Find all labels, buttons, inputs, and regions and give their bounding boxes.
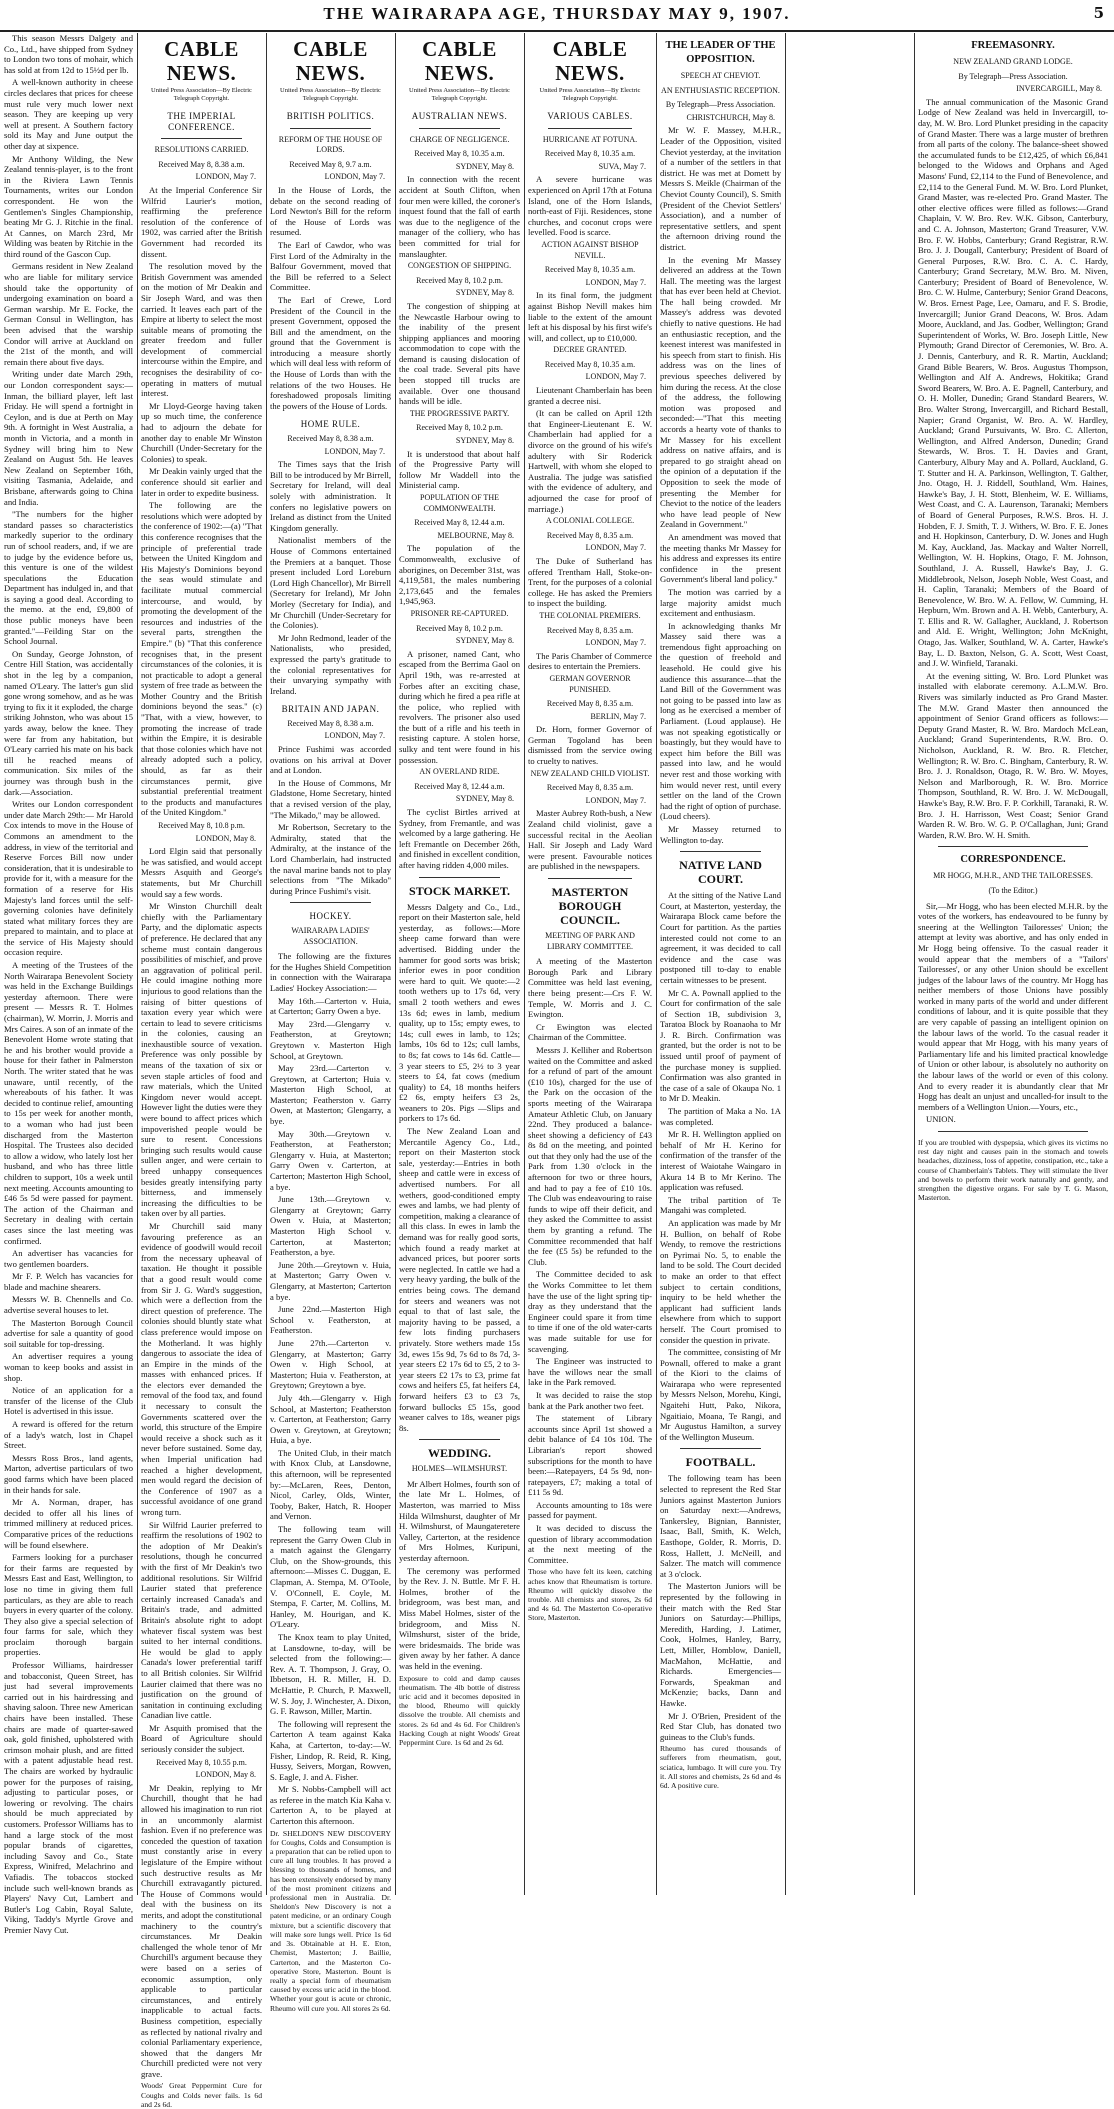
paragraph: Writing under date March 29th, our London correspondent says:— Inman, the billiard player, left last Friday. He will spend a fortnight in Ceylon, and is due at Perth on May 9th. A fortnight in West Australia, a month in Victoria, and a month in Sydney will bring him to New Zealand on August 5th. He leaves New Zealand on September 16th, visiting Tasmania, Adelaide, and Brisbane, afterwards going to China and India. (4, 369, 133, 507)
separator (419, 1439, 500, 1440)
paragraph: At the evening sitting, W. Bro. Lord Plunket was installed with elaborate ceremony. A.L.M.W. Bro. Rivers was similarly inducted as Pro Grand Master. The M.W. Grand Master then announced the appointment of Senior Grand officers as follows:—Deputy Grand Master, R. W. Bro. Mardoch McLean, Auckland; Grand Superintendents, R.W. Bro. O. Nicholson, Auckland, R. W. Bro. R. Fletcher, Wellington; R. W. Bro. C. Bingham, Canterbury, R. W. Bro. J. J. Ronaldson, Otago, R. W. Bro. W. Moyes, Nelson and Marlborough, R. W. Bro. Morrice Thompson, Southland, R. W. Bro. J. W. McDougall, Hawke's Bay, R.W. Bro. F. P. Corkhill, Taranaki, R. W. Bro. J. H. Harrisson, West Coast; Senior Grand Warden R. W. Bro. W. G. P. O'Callaghan, Juni; Grand Warden, R.W. Bro. W. H. Smith. (918, 670, 1108, 840)
paragraph: The annual communication of the Masonic Grand Lodge of New Zealand was held in Invercargill, to-day, M. W. Bro. Lord Plunket presiding in the capacity of Grand Master. There was a large muster of brethren from all parts of the colony. The balance-sheet showed the accumulated funds to be £12,425, of which £6,841 belonged to the Widows and Orphans and Aged Masons' Fund, £2,114 to the Fund of Benevolence, and £2,114 to the General Fund. M. W. Bro. Lord Plunket, Grand Master, was re-elected Pro. Grand Master. The other elective offices were filled as follows:—Grand Chaplain, V. W. Bro. Rev. W.K. Gibson, Canterbury, and C. A. Johnson, Masterton; Grand Treasurer, V.W. Bro. F. W. Hobbs, Canterbury; Grand Registrar, R.W. Bro. J. J. Dougall, Canterbury; President of Board of General Purposes, R.W. Bro. C. A. C. Hardy, Canterbury; Grand Secretary, M.W. Bro. M. Niven, Canterbury; President of Board of Benevolence, W. Bro. C. W. Hulme, Canterbury; Senior Grand Deacons, W. Bros. Ernest Page, Lee, Oamaru, and F. S. Brodie, Invercargill; Junior Grand Deacons, W. Bros. Adam Moore, Auckland, and Jas. Godber, Wellington; Grand Superintendent of Works, W. Bro. Joseph Little, New Plymouth; Grand Director of Ceremonies, W. Bro. A. J. Dennis, Canterbury, and R. R. Martin, Auckland; Grand Bible Bearers, W. Bros. Augustus Thompson, Wellington and Alf A. Andrews, Hokitika; Grand Sword Bearers, W. Bro. A. E. Pagnell, Canterbury, and O. H. Moller, Dunedin; Grand Standard Bearers, W. Bro. Walter Strong, Invercargill, and Richard Bestall, Napier; Grand Organist, W. Bro. A. W. Hardley, Auckland; Grand Pursuivants, W. Bro. C. Allerton, Wellington, and Alfred Anderson, Dunedin; Grand Stewards, W. Bros. T. H. Davies and Grant, Canterbury, Albury May and A. Pollard, Auckland, G. T. Stutter and H. A. Parkinson, Wellington, T. Galther, Jno. Otago, H. J. Riddell, Southland, Wm. Haines, Hawke's Bay, J. H. Stott, Blenheim, W. E. Williams, West Coast, and C. A. Laurenson, Taranaki; Members of Board of General Purposes, R.W.S. Bros. H. J. Hobden, F. J. Smith, T. J. Withers, W. Bro. F. E. Jones and H. Hopkinson, Canterbury, D. W. Jones and Hugh M. Kay, Auckland, Jas. Mackay and Walter Norrell, Wellington, W. H. Hopkins, Otago, F. M. Johnson, Southland, J. A. Russell, Hawke's Bay, J. G. Middlebrook, Nelson, Joseph Noble, West Coast, and H. Caplin, Taranaki; Members of the Board of Benevolence, W. Bro. W. A. Fellow, W. Cumming, H. Hepburn, Wm. Brown and A. H. Webb, Canterbury, A. T. Ellis and R. W. Gallagher, Auckland, J. Robertson and Ald. E. Wright, Wellington; John McKnight, Otago, Jas. Walker, Southland, W. A. Carter, Hawke's Bay, L. D. Baxton, Nelson, G. A. Scott, West Coast, and J. W. Winfield, Taranaki. (918, 96, 1108, 669)
paragraph: "The numbers for the higher standard passes so characteristics markedly superior to the ordinary run of school readers, and, if we are to judge by the evidence before us, this venture is one of the wildest speculations the Education Department has indulged in, and that is saying a good deal. According to the memo. at the end, £9,800 of those public moneys have been granted."—Feilding Star on the School Journal. (4, 509, 133, 647)
paragraph: Professor Williams, hairdresser and tobacconist, Queen Street, has just had several improvements carried out in his hairdressing and shaving saloon. Three new American chairs have been installed. These chairs are made of quarter-sawed oak, gold finished, upholstered with crimson mohair plush, and are fitted with a patent adjustable head rest. The chairs are worked by hydraulic power for the purposes of raising, adjusting to particular poses, or lowering or revolving. The chairs should be much appreciated by customers. Professor Williams has to hand a large stock of the most popular brands of cigarettes, including Savoy and Co., State Express, Winifred, Melachrino and Vafiadis. The tobaccos stocked include such well-known brands as Players' Navy Cut, Lambert and Butler's Log Cabin, Royal Salute, Viking, Taddy's Myrtle Grove and Premier Navy Cut. (4, 1660, 133, 1935)
paragraph: The following team will represent the Garry Owen Club in a match against the Glengarry Club, on the Show-grounds, this afternoon:—Misses C. Duggan, E. Clapman, A. Stempa, M. O'Toole, V. O'Connell, E. Coyle, M. Stempa, F. Carter, M. Collins, M. Hanley, M. Hourigan, and K. O'Leary. (270, 1524, 391, 1630)
dateline: LONDON, May 8. (195, 1770, 256, 1780)
dateline: CHRISTCHURCH, May 8. (686, 112, 775, 122)
received-date: Received May 8, 10.2 p.m. (416, 623, 503, 633)
article-body (399, 543, 520, 607)
paragraph: Mr A. Norman, draper, has decided to offer all his lines of trimmed millinery at reduced prices. Comparative prices of the reductions will be found elsewhere. (4, 1497, 133, 1550)
article-body (660, 890, 781, 1442)
article-body (918, 901, 1108, 1125)
paragraph: Mr J. O'Brien, President of the Red Star Club, has donated two guineas to the Club's funds. (660, 1710, 781, 1742)
masthead (0, 0, 1114, 32)
paragraph: The Earl of Crewe, Lord President of the Council in the present Government, opposed the Bill and the amendment, on the ground that the Government is introducing a measure shortly which will deal less with reform of the House of Lords than with the relations of the two Houses. He foreshadowed proposals limiting the powers of the House of Lords. (270, 294, 391, 411)
paragraph: An application was made by Mr H. Bullion, on behalf of Robe Wendy, to remove the restrictions on Pyrimai No. 5, to enable the land to be sold. The Court decided to make an order to that effect subject to certain conditions, inquiry to be held whether the applicant had sufficient lands elsewhere from which to support herself. The Court promised to consider the question in private. (660, 1217, 781, 1345)
paragraph: Mr Albert Holmes, fourth son of the late Mr L. Holmes, of Masterton, was married to Miss Hilda Wilmshurst, daughter of Mr H. Wilmshurst, of Maungateretere Valley, Carterton, at the residence of Mrs Holmes, Kuripuni, yesterday afternoon. (399, 1478, 520, 1564)
dateline: LONDON, May 7. (585, 277, 646, 287)
paragraph: Messrs Dalgety and Co., Ltd., report on their Masterton sale, held yesterday, as follows:—More sheep came forward than were advertised. Bidding under the hammer for good sorts was brisk; inferior ewes in poor condition were hard to quit. We quote:—2 tooth wethers up to 17s 6d, very small 2 tooth wethers and ewes 13s 6d; ewes in lamb, medium quality, up to 15s; empty ewes, to 14s; cull ewes in lamb, to 12s; lambs, 10s 6d to 12s; cull lambs, to 8s; fat cows to 14s 6d. Cattle—3 year steers to £5, 2½ to 3 year steers to £4, fat cows (medium quality) to £4, 18 months heifers £2 6s, empty heifers £3 2s, weaners to 20s. Pigs —Slips and porkers to 17s 6d. (399, 901, 520, 1124)
paragraph: In its final form, the judgment against Bishop Nevill makes him liable to the extent of the amount left at his disposal by his first wife's will, and collect, up to £10,000. (528, 290, 652, 343)
paragraph: Mr Deakin vainly urged that the conference should sit earlier and later in order to expedite business. (141, 466, 262, 498)
article-body (270, 459, 391, 696)
dateline: LONDON, May 8. (195, 833, 256, 843)
dateline: INVERCARGILL, May 8. (1016, 84, 1102, 94)
sub-heading: POPULATION OF THE COMMONWEALTH. (420, 493, 499, 513)
paragraph: A prisoner, named Cant, who escaped from the Berrima Gaol on April 19th, was re-arrested at Forbes after an exciting chase, during which he fired a pea rifle at the police, who replied with revolvers. The prisoner also used the butt of a rifle and his teeth in resisting capture. A stolen horse, sulky and tent were found in his possession. (399, 648, 520, 765)
advertisement: Dr. SHELDON'S NEW DISCOVERY for Coughs, Colds and Consumption is a preparation that can be relied upon to cure all lung troubles. It has proved a blessing to thousands of homes, and has been extensively endorsed by many of the most prominent citizens and professional men in Australia. Dr. Sheldon's New Discovery is not a patent medicine, or an ordinary Cough mixture, but a scientific discovery that will make sore lungs well. Price 1s 6d and 3s. Obtainable at H. E. Eton, Chemist, Masterton; J. Baillie, Carterton, and the Masterton Co-operative Store, Masterton. Bount is really a special form of rheumatism caused by excess uric acid in the blood. Whether your gout is acute or chronic, Rheumo will cure you. All stores 2s 6d. (270, 1828, 391, 2013)
received-date: Received May 8, 10.35 a.m. (544, 265, 636, 275)
paragraph: In the House of Commons, Mr Gladstone, Home Secretary, hinted that a revised version of the play, "The Mikado," may be allowed. (270, 777, 391, 820)
sub-heading: MR HOGG, M.H.R., AND THE TAILORESSES. (933, 871, 1093, 881)
section-heading: HOCKEY. (309, 911, 352, 922)
paragraph: The Engineer was instructed to have the willows near the small lake in the Park removed. (528, 1356, 652, 1388)
advertisement: Those who have felt its keen, catching aches know that Rheumatism is torture. Rheumo will quickly dissolve the trouble. All chemists and stores, 2s 6d and 4s 6d. The Masterton Co-operative Store, Masterton. (528, 1567, 652, 1623)
received-date: Received May 8, 8.35 a.m. (546, 530, 634, 540)
paragraph: Mr S. Nobbs-Campbell will act as referee in the match Kia Kaha v. Carterton A, to be played at Carterton this afternoon. (270, 1784, 391, 1827)
paragraph: Dr. Horn, former Governor of German Togoland has been dismissed from the service owing to cruelty to natives. (528, 724, 652, 767)
paragraph: In connection with the recent accident at South Clifton, when four men were killed, the coroner's inquest found that the fall of earth was due to the negligence of the manager of the colliery, who has been committed for trial for manslaughter. (399, 174, 520, 259)
dateline: LONDON, May 7. (585, 638, 646, 648)
section-heading: BRITAIN AND JAPAN. (281, 704, 380, 715)
article-body (528, 556, 652, 609)
newspaper-title: THE WAIRARAPA AGE, THURSDAY MAY 9, 1907. (323, 4, 791, 23)
sub-heading: NEW ZEALAND GRAND LODGE. (953, 57, 1073, 66)
paragraph: The cyclist Birtles arrived at Sydney, from Fremantle, and was welcomed by a large gathering. He left Fremantle on December 26th, and finished in excellent condition, after having ridden 4,000 miles. (399, 807, 520, 870)
column-rule (524, 33, 525, 1895)
paragraph: At the Imperial Conference Sir Wilfrid Laurier's motion, reaffirming the preference resolution of the conference of 1902, was carried after the British Government had recorded its dissent. (141, 184, 262, 259)
column-rule (914, 33, 915, 1895)
paragraph: June 13th.—Greytown v. Glengarry at Greytown; Garry Owen v. Huia, at Masterton; Masterton High School v. Carterton, at Masterton; Featherston, a bye. (270, 1194, 391, 1258)
section-heading: STOCK MARKET. (409, 883, 510, 898)
paragraph: The Committee decided to ask the Works Committee to let them have the use of the light spring tip-dray as they understand that the Engineer could spare it from time to time if one of the old water-carts was made suitable for use for scavenging. (528, 1269, 652, 1354)
paragraph: May 16th.—Carterton v. Huia, at Carterton; Garry Owen a bye. (270, 995, 391, 1017)
dateline: LONDON, May 7. (585, 543, 646, 553)
section-heading: VARIOUS CABLES. (547, 111, 633, 121)
paragraph: July 4th.—Glengarry v. High School, at Masterton; Featherston v. Carterton, at Featherston; Garry Owen v. Greytown, at Greytown; Huia, a bye. (270, 1392, 391, 1446)
paragraph: Mr Lloyd-George having taken up so much time, the conference had to adjourn the debate for another day to enable Mr Winston Churchill (Under-Secretary for the Colonies) to speak. (141, 400, 262, 464)
paragraph: Master Aubrey Roth-bush, a New Zealand child violinist, gave a successful recital in the Aeolian Hall. Sir Joseph and Lady Ward were present. Favourable notices are published in the newspapers. (528, 808, 652, 872)
paragraph: This season Messrs Dalgety and Co., Ltd., have shipped from Sydney to London two tons of mohair, which has sold at from 12d to 15½d per lb. (4, 33, 133, 75)
sub-heading: NEW ZEALAND CHILD VIOLIST. (530, 768, 650, 778)
paragraph: The Masterton Borough Council advertise for sale a quantity of good soil suitable for top-dressing. (4, 1317, 133, 1349)
section-heading: THE IMPERIAL CONFERENCE. (167, 111, 236, 132)
paragraph: Farmers looking for a purchaser for their farms are requested by Messrs East and East, Wellington, to lose no time in giving them full particulars, as they are able to reach buyers in every quarter of the colony. They also give a special selection of four farms for sale, which they proclaim thorough bargain properties. (4, 1552, 133, 1658)
sub-heading: HURRICANE AT FOTUNA. (542, 134, 638, 144)
section-heading: NATIVE LAND COURT. (679, 858, 762, 887)
received-date: Received May 8, 8.35 a.m. (546, 625, 634, 635)
paragraph: In the House of Lords, the debate on the second reading of Lord Newton's Bill for the reform of the House of Lords was resumed. (270, 184, 391, 238)
dateline: LONDON, May 7. (324, 446, 385, 456)
paragraph: An advertiser requires a young woman to keep books and assist in shop. (4, 1351, 133, 1383)
paragraph: May 23rd.—Glengarry v. Featherston, at Greytown; Greytown v. Masterton High School, at Greytown. (270, 1018, 391, 1061)
advertisement: Exposure to cold and damp causes rheumatism. The 4lb bottle of distress uric acid and it becomes deposited in the blood, Rheumo will quickly dissolve the trouble. All chemists and stores. 2s 6d and 4s 6d. For Children's Hacking Cough at night Woods' Great Peppermint Cure. 1s 6d and 2s 6d. (399, 1673, 520, 1747)
article-body (660, 125, 781, 845)
sub-heading: SPEECH AT CHEVIOT. (680, 71, 761, 80)
paragraph: A meeting of the Masterton Borough Park and Library Committee was held last evening, there being present:—Crs F. W. Temple, W. Morris and J. C. Ewington. (528, 956, 652, 1020)
paragraph: UNION. (926, 1114, 956, 1125)
section-heading: BRITISH POLITICS. (286, 111, 375, 121)
received-date: Received May 8, 8.38 a.m. (287, 434, 374, 444)
article-body (528, 385, 652, 514)
paragraph: A reward is offered for the return of a lady's watch, lost in Chapel Street. (4, 1419, 133, 1451)
cable-news-column-2 (270, 33, 392, 2013)
received-date: Received May 8, 10.35 a.m. (414, 149, 505, 159)
paragraph: The resolution moved by the British Government was amended on the motion of Mr Deakin and Sir Joseph Ward, and was then carried. It leaves each part of the Empire at liberty to select the most suitable means of promoting the greater freedom and fuller development of commercial intercourse within the Empire, and recognises the desirability of co-operating in matters of mutual interest. (141, 261, 262, 399)
separator (419, 128, 500, 129)
paragraph: The Earl of Cawdor, who was First Lord of the Admiralty in the Balfour Government, moved that the Bill be referred to a Select Committee. (270, 239, 391, 293)
article-body (528, 956, 652, 1565)
section-heading: THE LEADER OF THE OPPOSITION. (665, 40, 776, 65)
paragraph: June 22nd.—Masterton High School v. Featherston, at Featherston. (270, 1304, 391, 1336)
paragraph: Messrs J. Kelliher and Robertson waited on the Committee and asked for a refund of part of the amount (£10 10s), charged for the use of the Park on the occasion of the sports meeting of the Wairarapa Amateur Athletic Club, on January 22nd. They produced a balance-sheet showing a deficiency of £43 8s 8d on the meeting, and pointed out that they only had the use of the Park from 1.30 o'clock in the afternoon for two or three hours, and had to pay a fee of £10 10s. The Club was endeavouring to raise funds to wipe off their deficit, and they asked the Committee to assist them by granting a refund. The Committee recommended that half the fee (£5 5s) be refunded to the Club. (528, 1044, 652, 1267)
received-date: Received May 8, 8.38 a.m. (287, 718, 374, 728)
paragraph: It was decided to raise the stop bank at the Park another two feet. (528, 1389, 652, 1411)
paragraph: Mr Massey returned to Wellington to-day. (660, 823, 781, 845)
article-body (918, 97, 1108, 841)
page-number: 5 (1093, 4, 1104, 22)
cable-news-column-4 (528, 33, 652, 1895)
paragraph: Germans resident in New Zealand who are liable for military service should take the opportunity of undergoing examination on board a German warship. Mr E. Focke, the German Consul in Wellington, has been advised that the warship Condor will arrive at Auckland on the 21st of the month, and will remain there about five days. (4, 261, 133, 367)
received-date: Received May 8, 12.44 a.m. (414, 781, 505, 791)
separator (290, 902, 371, 903)
section-heading: WEDDING. (427, 1446, 491, 1461)
paragraph: Mr Anthony Wilding, the New Zealand tennis-player, is to the front in the Riviera Lawn Tennis Tournaments, writes our London correspondent. He won the Gentlemen's Singles Championship, beating Mr G. J. Ritchie in the final. At Cannes, on March 23rd, Mr Wilding was beaten by Ritchie in the third round of the Gascon Cup. (4, 153, 133, 259)
article-body (399, 807, 520, 871)
paragraph: Lieutenant Chamberlain has been granted a decree nisi. (528, 385, 652, 406)
separator (548, 878, 632, 879)
imperial-conference-items (141, 160, 262, 2080)
paragraph: Nationalist members of the House of Commons entertained the Premiers at a banquet. Those present included Lord Loreburn (Lord High Chancellor), Mr Birrell (Secretary for Ireland), Mr John Morley (Secretary for India), and Mr Churchill (Under-Secretary for the Colonies). (270, 535, 391, 631)
paragraph: The ceremony was performed by the Rev. J. N. Buttle. Mr F. H. Holmes, brother of the bridegroom, was best man, and Miss Mabel Holmes, sister of the bridegroom, and Miss N. Wilmshurst, sister of the bride, were bridesmaids. The bride was given away by her father. A dance was held in the evening. (399, 1565, 520, 1671)
section-heading: AUSTRALIAN NEWS. (411, 111, 508, 121)
article-body (270, 185, 391, 411)
press-credit: United Press Association—By Electric Telegraph Copyright. (151, 87, 252, 102)
paragraph: The Knox team to play United, at Lansdowne, to-day, will be selected from the following:—Rev. A. T. Thompson, J. Gray, O. Ibbetson, H. R. Miller, H. D. McHattie, P. Church, P. Maxwell, W. S. Joy, J. Winchester, A. Dixon, G. F. Rawson, Miller, Martin. (270, 1631, 391, 1717)
sub-heading: A COLONIAL COLLEGE. (545, 516, 635, 526)
article-body (270, 744, 391, 896)
paragraph: At the sitting of the Native Land Court, at Masterton, yesterday, the Wairarapa Block came before the Court for partition. As the parties interested could not come to an agreement, it was decided to call evidence and the case was postponed till to-day to enable certain witnesses to be present. (660, 890, 781, 985)
paragraph: Mr Robertson, Secretary to the Admiralty, stated that the Admiralty, at the instance of the Lord Chamberlain, had instructed the naval marine bands not to play selections from "The Mikado" during Prince Fushimi's visit. (270, 822, 391, 896)
column-rule (137, 33, 138, 1895)
paragraph: An amendment was moved that the meeting thanks Mr Massey for his address and expresses its entire confidence in the present Government's liberal land policy." (660, 531, 781, 585)
section-heading: FOOTBALL. (685, 1455, 756, 1470)
paragraph: The Masterton Juniors will be represented by the following in their match with the Red Star Juniors on Saturday:—Phillips, Meredith, Harding, J. Latimer, Cook, Holmes, Hanley, Barry, Lett, Miller, Homblow, Daniell, MacMahon, McHattie, and Richards. Emergencies—Forwards, Speakman and McKenzie; backs, Dann and Hawke. (660, 1581, 781, 1708)
dateline: SYDNEY, May 8. (455, 161, 514, 171)
paragraph: The partition of Maka a No. 1A was completed. (660, 1106, 781, 1127)
dateline: BERLIN, May 7. (590, 711, 646, 721)
paragraph: The Duke of Sutherland has offered Trentham Hall, Stoke-on-Trent, for the purposes of a colonial college. He has asked the Premiers to inspect the building. (528, 555, 652, 609)
dateline: SUVA, May 7. (598, 161, 646, 171)
received-date: Received May 8, 10.8 p.m. (158, 821, 245, 830)
sub-heading: (To the Editor.) (988, 885, 1038, 895)
article-body (399, 649, 520, 766)
paragraph: On Sunday, George Johnston, of Centre Hill Station, was accidentally shot in the leg by a companion, named O'Leary. The latter's gun slid gone wrong somehow, and as he was trying to fix it it exploded, the charge striking Johnston, who was about 15 yards away, below the knee. They were far from any habitation, but O'Leary carried his mate on his back till he reached means of communication. Six miles of the journey was through bush in the dark.—Association. (4, 648, 133, 797)
paragraph: June 20th.—Greytown v. Huia, at Masterton; Garry Owen v. Glengarry, at Masterton; Carterton a bye. (270, 1259, 391, 1302)
section-heading: FREEMASONRY. (971, 40, 1055, 51)
separator (161, 138, 242, 139)
paragraph: Accounts amounting to 18s were passed for payment. (528, 1499, 652, 1521)
paragraph: It was decided to discuss the question of library accommodation at the next meeting of the Committee. (528, 1523, 652, 1565)
press-credit: United Press Association—By Electric Telegraph Copyright. (539, 87, 641, 102)
paragraph: The following are the resolutions which were adopted by the conference of 1902:—(a) "That this conference recognises that the principle of preferential trade between the United Kingdom and His Majesty's Dominions beyond the seas would stimulate and facilitate mutual commercial intercourse, and would, by promoting the development of the resources and industries of the several parts, strengthen the Empire." (b) "That this conference recognises that, in the present circumstances of the colonies, it is not practicable to adopt a general system of free trade as between the Mother Country and the British dominions beyond the seas." (c) "That, with a view, however, to promoting the increase of trade within the Empire, it is desirable that those colonies which have not already adopted such a policy, should, as far as their circumstances permit, give substantial preferential treatment to the products and manufactures of the United Kingdom." (141, 500, 262, 818)
separator (290, 128, 371, 129)
received-date: Received May 8, 10.55 p.m. (156, 1757, 247, 1767)
press-credit: By Telegraph—Press Association. (665, 100, 776, 110)
local-news-column (4, 33, 133, 1935)
sub-heading: GERMAN GOVERNOR PUNISHED. (549, 673, 631, 694)
sub-heading: MEETING OF PARK AND LIBRARY COMMITTEE. (545, 931, 635, 951)
cable-news-heading: CABLE NEWS. (552, 37, 628, 85)
paragraph: June 27th.—Carterton v. Glengarry, at Masterton; Garry Owen v. High School, at Masterton; Huia v. Featherston, at Greytown; Greytown a bye. (270, 1337, 391, 1391)
press-credit: By Telegraph—Press Association. (958, 71, 1068, 81)
dateline: SYDNEY, May 8. (455, 794, 514, 804)
sub-heading: RESOLUTIONS CARRIED. (154, 145, 249, 155)
press-credit: United Press Association—By Electric Telegraph Copyright. (280, 87, 381, 102)
paragraph: Mr John Redmond, leader of the Nationalists, who presided, expressed the party's gratitude to the colonial representatives for their unvarying sympathy with Ireland. (270, 632, 391, 696)
sub-heading: THE COLONIAL PREMIERS. (539, 610, 641, 620)
column-rule (395, 33, 396, 1895)
paragraph: The following team has been selected to represent the Red Star Juniors against Masterton Juniors on Saturday next:—Andrews, Tankersley, Bignian, Bannister, Isaac, Ball, Smith, K. Welch, Easthope, Golder, R. Morris, D. Ross, Hallett, J. McNeill, and Salzer. The match will commence at 3 o'clock. (660, 1473, 781, 1579)
sub-heading: DECREE GRANTED. (553, 345, 627, 355)
paragraph: Mr W. F. Massey, M.H.R., Leader of the Opposition, visited Cheviot yesterday, at the invitation of a number of the settlers in that district. He was met at Domett by Messrs S. Meikle (Chairman of the Cheviot County Council), S. Smith (President of the Cheviot Settlers' Association), and a number of representative settlers, and spent the afternoon driving round the district. (660, 125, 781, 252)
paragraph: May 30th.—Greytown v. Featherston, at Featherston; Glengarry v. Huia, at Masterton; Garry Owen v. Carterton, at Carterton; Masterton High School, a bye. (270, 1128, 391, 1192)
paragraph: Writes our London correspondent under date March 29th:— Mr Harold Cox intends to move in the House of Commons an amendment to the address, in view of the territorial and Reserve Forces Bill now under consideration, that it is undesirable to provide for it, with a measure for the formation of a reserve for His Majesty's land forces until the self-governing colonies have definitely stated what military forces they are prepared to maintain, and to place at the service of His Majesty should occasion require. (4, 799, 133, 958)
article-body (660, 1473, 781, 1742)
sub-heading: HOLMES—WILMSHURST. (411, 1464, 508, 1474)
advertisement: Woods' Great Peppermint Cure for Coughs and Colds never fails. 1s 6d and 2s 6d. (141, 2081, 262, 2109)
paragraph: Notice of an application for a transfer of the license of the Club Hotel is advertised in this issue. (4, 1385, 133, 1417)
article-body (528, 174, 652, 238)
sub-heading: REFORM OF THE HOUSE OF LORDS. (278, 134, 383, 155)
cable-news-heading: CABLE NEWS. (293, 37, 368, 85)
sub-heading: CONGESTION OF SHIPPING. (407, 261, 512, 271)
sub-heading: PRISONER RE-CAPTURED. (410, 608, 509, 618)
paragraph: In the evening Mr Massey delivered an address at the Town Hall. The meeting was the largest that has ever been held at Cheviot. The hall being crowded. Mr Massey's address was devoted chiefly to native questions. He had an enthusiastic reception, and the keenest interest was manifested in his speech from start to finish. His address was on the lines of previous speeches delivered by him during the recess. At the close of the address, the following motion was proposed and seconded:—"That this meeting accords a hearty vote of thanks to Mr Massey for his excellent address on native affairs, and is prepared to go straight ahead on the opinion of a deputation if the Opposition to seek the mode of presenting the Member for Cheviot to the notice of the leaders who have lead people of New Zealand in Government." (660, 254, 781, 530)
article-body (399, 1479, 520, 1672)
press-credit: United Press Association—By Electric Telegraph Copyright. (409, 87, 510, 102)
sub-heading: AN OVERLAND RIDE. (419, 767, 500, 777)
article-body (528, 290, 652, 343)
received-date: Received May 8, 10.2 p.m. (416, 275, 503, 285)
paragraph: Mr Asquith promised that the Board of Agriculture should seriously consider the subject. (141, 1722, 262, 1755)
paragraph: The committee, consisting of Mr Pownall, offered to make a grant of the Kiori to the claims of Wairarapa who were represented by Messrs Nelson, Morehu, Kingi, Ngaitehi Hutt, Pako, Nikora, Ngaitiaio, Moana, Te Rangi, and Mr Augustus Hamilton, a survey of the Wellington Museum. (660, 1347, 781, 1442)
paragraph: Messrs W. B. Chennells and Co. advertise several houses to let. (4, 1294, 133, 1316)
sub-heading: ACTION AGAINST BISHOP NEVILL. (541, 239, 639, 260)
article-body (528, 651, 652, 672)
received-date: Received May 8, 8.38 a.m. (158, 159, 245, 169)
section-heading: MASTERTON BOROUGH COUNCIL. (551, 885, 629, 927)
cable-news-column-1 (141, 33, 263, 2109)
article-body (528, 724, 652, 766)
article-body (399, 301, 520, 407)
received-date: Received May 8, 10.35 a.m. (544, 359, 636, 369)
sub-heading: AN ENTHUSIASTIC RECEPTION. (661, 85, 780, 95)
paragraph: The Paris Chamber of Commerce desires to entertain the Premiers. (528, 650, 652, 672)
paragraph: May 23rd.—Carterton v. Greytown, at Carterton; Huia v. Masterton High School, at Masterton; Featherston v. Garry Owen, at Masterton; Glengarry, a bye. (270, 1063, 391, 1127)
article-body (399, 902, 520, 1434)
dateline: LONDON, May 7. (324, 731, 385, 741)
paragraph: A severe hurricane was experienced on April 17th at Fotuna Island, one of the Horn Islands, north-east of Fiji. Residences, stone churches, and coconut crops were levelled. Food is scarce. (528, 174, 652, 238)
article-body (399, 449, 520, 491)
paragraph: The population of the Commonwealth, exclusive of aborigines, on December 31st, was 4,119,581, the males numbering 2,173,645 and the females 1,945,963. (399, 543, 520, 607)
paragraph: The New Zealand Loan and Mercantile Agency Co., Ltd., report on their Masterton stock sale, yesterday:—Entries in both sheep and cattle were in excess of advertised numbers. For all wethers, good-conditioned empty ewes and lambs, we had plenty of competition, making a clearance of all this class. In ewes in lamb the demand was for really good sorts, which found a ready market at advanced prices, but poorer sorts were neglected. In cattle we had a very heavy yarding, the bulk of the entries being cows. The demand for steers and weaners was not equal to that of last sale, the majority having to be passed, a few lots finding purchasers privately. Store wethers made 15s 3d, ewes 15s 9d, 7s 6d to 8s 7d, 3-year steers £2 17s 6d to £5, 2 to 3-year steers £2 17s to £3, prime fat cows and heifers £5, fat heifers £4, forward heifers £3 to £3 7s, forward bullocks £5 15s, good weaner calves to 18s, weaner pigs 8s. (399, 1126, 520, 1433)
dateline: SYDNEY, May 8. (455, 436, 514, 446)
column-rule (266, 33, 267, 1895)
paragraph: The Times says that the Irish Bill to be introduced by Mr Birrell, Secretary for Ireland, will deal solely with administration. It confers no legislative powers on Ireland as distinct from the United Kingdom generally. (270, 459, 392, 533)
received-date: Received May 8, 10.35 a.m. (544, 149, 636, 159)
paragraph: Sir Wilfrid Laurier preferred to reaffirm the resolutions of 1902 to the adoption of Mr Deakin's resolutions, though he concurred with the first of Mr Deakin's two additional resolutions. Sir Wilfrid Laurier stated that preference certainly increased Canada's and Britain's trade, and admitted Britain's absolute right to adopt whatever fiscal system was best suited to her internal conditions. He would be glad to apply Canada's lower preferential tariff to all British colonies. Sir Wilfrid Laurier claimed that there was no justification on the ground of sanitation in continuing excluding Canadian live cattle. (141, 1519, 262, 1721)
paragraph: Mr Churchill said many favouring preference as an evidence of goodwill would recoil from the necessary upheaval of taxation. He thought it possible that a good result would come from Sir J. G. Ward's suggestion, which were a deflection from the direct question of preference. The colonies should bluntly state what class preference would impose on the Motherland. It was highly dangerous to associate the idea of an Empire in the minds of the masses with enhanced prices. If the electors ever demanded the removal of the food tax, and found it necessary to consult the Governments scattered over the world, this structure of the Empire would receive a shock such as it never before sustained. Some day, when Imperial unification had reached a higher development, men would regard the decision of the Conference of 1907 as a successful avoidance of one grand wrong turn. (141, 1220, 262, 1517)
paragraph: Mr C. A. Pownall applied to the Court for confirmation of the sale of Section 1B, subdivision 3, Taratoa Block by Roanaoha to Mr J. R. Birch. Confirmation was granted, but the order is not to be issued until proof of payment of the purchase money is supplied. Confirmation was also granted in the case of a sale of Okaupa No. 1 to Mr D. Meakin. (660, 987, 781, 1104)
dateline: SYDNEY, May 8. (455, 288, 514, 298)
separator (938, 1131, 1088, 1132)
paragraph: Mr Winston Churchill dealt chiefly with the Parliamentary Party, and the diplomatic aspects of preference. He declared that any scheme must contain dangerous possibilities of mischief, and prove an aggravation of political peril. He could imagine nothing more injurious to good relations than the raising of bitter questions of taxation every year which were certain to lead to severe criticisms in the colonies, causing an inexhaustible source of vexation. Preference was only possible by means of the taxation of six or seven staple articles of food and raw materials, which the United Kingdom never would accept. However light the duties were they were bound to affect prices which impoverished people would be sure to resent. Concessions bringing such results would cause sullen anger, and were certain to breed unhappy consequences besides greatly intensifying party bitterness, and immensely increasing the difficulties to be taken over by all parties. (141, 901, 262, 1219)
paragraph: Lord Elgin said that personally he was satisfied, and would accept Messrs Asquith and George's statements, but Mr Churchill would say a few words. (141, 846, 262, 899)
separator (419, 877, 500, 878)
paragraph: The statement of Library accounts since April 1st showed a debit balance of £4 10s 10d. The Librarian's report showed subscriptions for the month to have been:—Ratepayers, £4 5s 9d, non-ratepayers, £7; making a total of £11 5s 9d. (528, 1413, 652, 1498)
paragraph: A well-known authority in cheese circles declares that prices for cheese must rule very much lower next season. They are keeping up very well at present. A Southern factory sold its May and June output the other day at sixpence. (4, 77, 133, 151)
dateline: SYDNEY, May 8. (455, 636, 514, 646)
sub-heading: THE PROGRESSIVE PARTY. (409, 408, 510, 418)
advertisement: If you are troubled with dyspepsia, which gives its victims no rest day night and causes pain in the stomach and towels headaches, dizziness, loss of appetite, constipation, etc., take a course of Chamberlain's Tablets. They will stimulate the liver and bowels to perform their work naturally and gently, and strengthen the digestive organs. For sale by T. G. Mason, Masterton. (918, 1138, 1108, 1203)
paragraph: An advertiser has vacancies for two gentlemen boarders. (4, 1248, 133, 1269)
paragraph: In acknowledging thanks Mr Massey said there was a tremendous fight approaching on the question of freehold and leasehold. He could give his audience this assurance—that the Land Bill of the Government was not going to be passed into law as long as he exercised a member of Parliament. (Loud applause). He was not speaking egotistically or boastingly, but they would have to expect him before the Bill was passed into law, and he would never rest and those working with him would never rest, until every settler on the land of the Crown had the right of option of purchase. (Loud cheers). (660, 620, 781, 822)
article-body (528, 808, 652, 872)
dateline: LONDON, May 7. (585, 795, 646, 805)
paragraph: Messrs Ross Bros., land agents, Marton, advertise particulars of two good farms which have been placed in their hands for sale. (4, 1452, 133, 1495)
paragraph: The tribal partition of Te Mangahi was completed. (660, 1194, 781, 1216)
article-body (399, 174, 520, 259)
advertisement: Rheumo has cured thousands of sufferers from rheumatism, gout, sciatica, lumbago. It will cure you. Try it. All stores and chemists, 2s 6d and 4s 6d. A positive cure. (660, 1744, 781, 1791)
column-rule (656, 33, 657, 1895)
sub-heading: CHARGE OF NEGLIGENCE. (409, 134, 510, 144)
paragraph: The following will represent the Carterton A team against Kaka Kaha, at Carterton, to-day:—W. Fisher, Lindop, R. Reid, R. King, Hussy, Seivers, Morgan, Rowven, S. Eagle, J. and A. Fisher. (270, 1718, 391, 1782)
separator (680, 1448, 761, 1449)
paragraph: Mr Deakin, replying to Mr Churchill, thought that he had allowed his imagination to run riot in an uncommonly alarmist fashion. Even if no preference was conceded the question of taxation must constantly arise in every legislature of the Empire without such destructive results as Mr Churchill extravagantly pictured. The House of Commons would deal with the business on its merits, and adopt the constitutional machinery to the country's circumstances. Mr Deakin challenged the whole tenor of Mr Churchill's argument because they were based on a series of economic assumption, only applicable to particular circumstances, and entirely inapplicable to actual facts. Business competition, especially as reflected by national rivalry and colonial Parliamentary experience, showed that the dangers Mr Churchill predicted were not very grave. (141, 1782, 263, 2079)
received-date: Received May 8, 8.35 a.m. (546, 783, 634, 793)
freemasonry-column (918, 33, 1108, 1895)
paragraph: It is understood that about half of the Progressive Party will follow Mr Waddell into the Ministerial camp. (399, 448, 520, 491)
paragraph: The United Club, in their match with Knox Club, at Lansdowne, this afternoon, will be represented by:—McLaren, Rees, Denton, Nicol, Carley, Olds, Winter, Tooby, Baker, Hatch, R. Hooper and Vernon. (270, 1447, 391, 1522)
separator (548, 128, 632, 129)
paragraph: The motion was carried by a large majority amidst much excitement and enthusiasm. (660, 586, 781, 619)
sub-heading: WAIRARAPA LADIES' ASSOCIATION. (291, 925, 370, 946)
separator (938, 846, 1088, 847)
paragraph: Sir,—Mr Hogg, who has been elected M.H.R. by the votes of the workers, has endeavoured to be funny by sneering at the Wellington Tailoresses' Union; the attempt at levity was abortive, and has only ended in Mr Hogg being offensive. To the casual reader it would appear that the members of a "Tailors' Tailoresses', or any other Union should be excellent judges of the labour laws of the country. Mr Hogg has neither members of those Unions have possibly worked in many parts of the world and under different conditions of labour, and it is quite possible that they are very capable of passing an intelligent opinion on the labour laws of the world. To the casual reader it would appear that Mr Hogg, with his many years of Parliamentary life and his limited practical knowledge of Union or other labour, is absolutely no authority on the labour laws of the world or even of this colony. And to every reader it is abundantly clear that Mr Hogg has dealt an unjust and uncalled-for insult to the members of a Wellington Union.—Yours, etc., (918, 900, 1108, 1112)
cable-news-heading: CABLE NEWS. (164, 37, 239, 85)
received-date: Received May 8, 12.44 a.m. (414, 518, 505, 528)
cable-news-column-3 (399, 33, 520, 1895)
dateline: LONDON, May 7. (324, 172, 385, 182)
paragraph: Cr Ewington was elected Chairman of the Committee. (528, 1021, 652, 1043)
cable-news-heading: CABLE NEWS. (422, 37, 497, 85)
section-heading: HOME RULE. (300, 419, 361, 430)
article-body (270, 951, 391, 1827)
dateline: LONDON, May 7. (195, 172, 256, 182)
paragraph: A meeting of the Trustees of the North Wairarapa Benevolent Society was held in the Exchange Buildings yesterday afternoon. There were present — Messrs R. T. Holmes (chairman), W. Morrin, J. Morris and Mrs Caires. A son of an inmate of the Benevolent Home wrote stating that he and his brother would provide a house for their father in Palmerston North. The writer stated that he was unaware, until recently, of the whereabouts of his father. It was decided to continue relief, amounting to 15s per week for another month, to a woman who had just been discharged from the Masterton Hospital. The Trustees also decided to allow a widow, who lately lost her husband, and who has three little children to support, 10s a week until next meeting. Accounts amounting to £46 5s 5d were passed for payment. The action of the Chairman and Secretary in dealing with certain cases since the last meeting was confirmed. (4, 960, 133, 1246)
opposition-leader-column (660, 33, 781, 1895)
paragraph: The congestion of shipping at the Newcastle Harbour owing to the inability of the present shipping appliances and mooring accommodation to cope with the demand is causing dislocation of the coal trade. Several pits have been stopped till trucks are available. Over one thousand hands will be idle. (399, 300, 520, 407)
received-date: Received May 8, 8.35 a.m. (546, 699, 634, 709)
dateline: LONDON, May 7. (585, 372, 646, 382)
paragraph: The following are the fixtures for the Hughes Shield Competition in connection with the Wairarapa Ladies' Hockey Association:— (270, 951, 391, 993)
separator (680, 851, 761, 852)
column-rule (785, 33, 786, 1895)
paragraph: Mr R. H. Wellington applied on behalf of Mr H. Kerino for confirmation of the transfer of the interest of Waiotahe Waingaro in Akura 14 B to Mr Kerino. The application was refused. (660, 1129, 781, 1193)
paragraph: (It can be called on April 12th that Engineer-Lieutenant E. W. Chamberlain had applied for a divorce on the ground of his wife's adultery with Sir Roderick Hartwell, with whom she eloped to Australia. The judge was satisfied with the evidence of adultery, and adjourned the case for proof of marriage.) (528, 408, 652, 514)
received-date: Received May 8, 9.7 a.m. (289, 159, 372, 169)
received-date: Received May 8, 10.2 p.m. (416, 423, 503, 433)
section-heading: CORRESPONDENCE. (960, 854, 1066, 866)
dateline: MELBOURNE, May 8. (437, 530, 514, 540)
paragraph: Prince Fushimi was accorded ovations on his arrival at Dover and at London. (270, 744, 391, 776)
paragraph: Mr F. P. Welch has vacancies for blade and machine shearers. (4, 1271, 133, 1292)
